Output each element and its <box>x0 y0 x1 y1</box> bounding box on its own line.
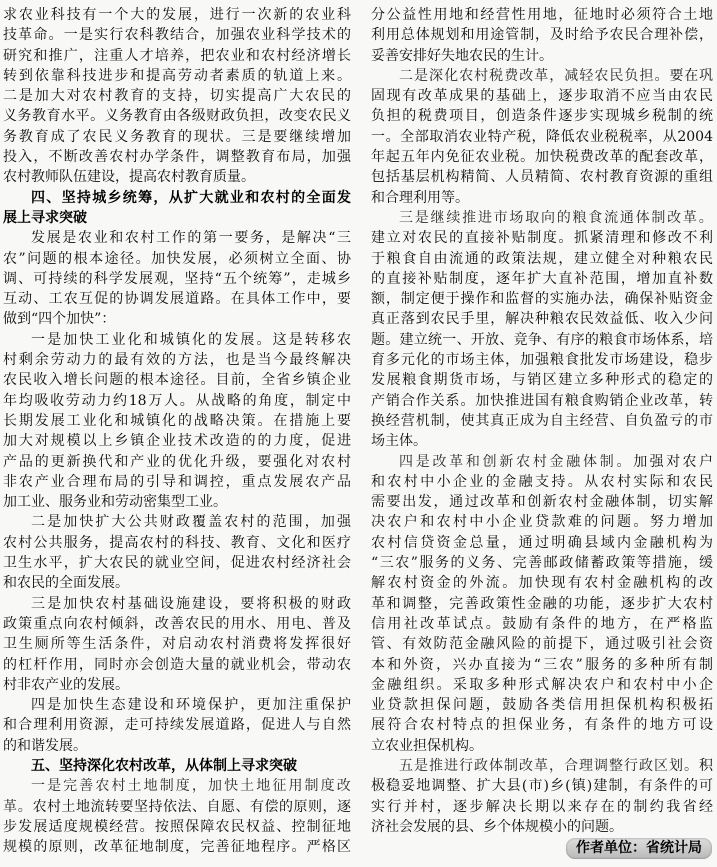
text-line <box>371 452 713 472</box>
text-line: 卫生水平，扩大农民的就业空间，促进农村经济社会 <box>3 555 351 572</box>
text-line: 育多元化的市场主体，加强粮食批发市场建设，稳步 <box>371 352 713 369</box>
text-line: 的直接补贴制度，逐年扩大直补范围，增加直补数 <box>371 270 713 287</box>
text-line: 发展是农业和农村工作的第一要务，是解决“三 <box>31 230 351 247</box>
text-line: 务教育成了农民义务教育的现状。三是要继续增加 <box>3 128 351 145</box>
text-line: 额，制定便于操作和监督的实施办法，确保补贴资金 <box>371 291 713 308</box>
text-line: 产品的更新换代和产业的优化升级，要强化对农村 <box>3 453 351 470</box>
text-line: 年均吸收劳动力约18万人。从战略的角度，制定中 <box>3 392 351 409</box>
paragraph <box>371 452 713 756</box>
text-line: 分公益性用地和经营性用地，征地时必须符合土地 <box>371 7 713 23</box>
paragraph <box>371 208 713 452</box>
text-line: 利用总体规划和用途管制，及时给予农民合理补偿， <box>371 27 713 44</box>
text-line: 包括基层机构精简、人员精简、农村教育资源的重组 <box>371 169 713 186</box>
text-line: 的杠杆作用，同时亦会创造大量的就业机会，带动农 <box>3 656 351 673</box>
text-line: 一是加快工业化和城镇化的发展。这是转移农 <box>31 331 351 348</box>
text-run: 加强对农户 <box>633 453 713 470</box>
text-line <box>371 66 713 86</box>
text-line: 求农业科技有一个大的发展，进行一次新的农业科 <box>3 7 351 23</box>
text-line: 步发展适度规模经营。按照保障农民权益、控制征地 <box>3 818 351 835</box>
text-line: 加大对规模以上乡镇企业技术改造的的力度，促进 <box>3 433 351 450</box>
paragraph <box>3 512 351 593</box>
text-line: 建立对农民的直接补贴制度。抓紧清理和修改不利 <box>371 230 713 247</box>
text-line: 一。全部取消农业特产税，降低农业税税率，从2004 <box>371 128 713 145</box>
text-line: 展符合农村特点的担保业务，有条件的地方可设 <box>371 717 713 734</box>
heading-line: 展上寻求突破 <box>3 209 87 226</box>
text-line: 二是加大对农村教育的支持，切实提高广大农民的 <box>3 88 351 105</box>
paragraph <box>3 228 351 329</box>
text-line: 决农户和农村中小企业贷款难的问题。努力增加 <box>371 514 713 531</box>
text-line: 政策重点向农村倾斜，改善农民的用水、用电、普及 <box>3 615 351 632</box>
text-line: 四是加快生态建设和环境保护，更加注重保护 <box>31 697 351 714</box>
text-line: 农村公共服务，提高农村的科技、教育、文化和医疗 <box>3 534 351 551</box>
text-line: 革和调整，完善政策性金融的功能，逐步扩大农村 <box>371 595 713 612</box>
text-line: 卫生厕所等生活条件，对启动农村消费将发挥很好 <box>3 636 351 653</box>
text-line: “三农”服务的义务、完善邮政储蓄政策等措施，缓 <box>371 555 713 572</box>
text-line: 真正落到农民手里，解决种粮农民效益低、收入少问 <box>371 311 713 328</box>
text-line: 农”问题的根本途径。加快发展，必须树立全面、协 <box>3 250 351 267</box>
text-line: 本和外资，兴办直接为“三农”服务的多种所有制 <box>371 656 713 673</box>
text-line: 三是加快农村基础设施建设，要将积极的财政 <box>31 595 351 612</box>
subsection-lead: 二是深化农村税费改革，减轻农民负担。 <box>399 67 670 84</box>
right-column <box>371 5 713 837</box>
text-line: 义务教育水平。义务教育由各级财政负担，改变农民义 <box>3 108 351 125</box>
text-line: 业贷款担保问题，鼓励各类信用担保机构积极拓 <box>371 697 713 714</box>
text-line: 信用社改革试点。鼓励有条件的地方，在严格监 <box>371 615 713 632</box>
text-line <box>3 797 351 817</box>
text-line: 转到依靠科技进步和提高劳动者素质的轨道上来。 <box>3 67 351 84</box>
text-line: 和农村中小企业的金融支持。从农村实际和农民 <box>371 473 713 490</box>
author-affiliation-badge: 作者单位：省统计局 <box>566 838 712 859</box>
text-line: 长期发展工业化和城镇化的战略决策。在措施上要 <box>3 412 351 429</box>
text-run: 要在巩 <box>669 67 713 84</box>
text-line: 年起五年内免征农业税。加快税费改革的配套改革， <box>371 149 713 166</box>
subsection-lead: 四是改革和创新农村金融体制。 <box>399 453 634 470</box>
paragraph <box>3 594 351 695</box>
text-line: 加工业、服务业和劳动密集型工业。 <box>3 494 227 511</box>
section-heading <box>3 188 351 229</box>
paragraph <box>3 776 351 857</box>
text-line: 于粮食自由流通的政策法规，建立健全对种粮农民 <box>371 250 713 267</box>
heading-line: 五、坚持深化农村改革，从体制上寻求突破 <box>31 757 297 774</box>
text-line: 妥善安排好失地农民的生计。 <box>371 47 553 64</box>
text-line: 解农村资金的外流。加快现有农村金融机构的改 <box>371 575 713 592</box>
text-line: 的和谐发展。 <box>3 737 87 754</box>
text-line: 和合理利用资源，走可持续发展道路，促进人与自然 <box>3 717 351 734</box>
text-line: 产销合作关系。加快推进国有粮食购销企业改革，转 <box>371 392 713 409</box>
text-line: 二是加快扩大公共财政覆盖农村的范围，加强 <box>31 514 351 531</box>
text-line: 场主体。 <box>371 433 427 450</box>
text-line: 农村教师队伍建设，提高农村教育质量。 <box>3 169 255 186</box>
text-line: 立农业担保机构。 <box>371 737 483 754</box>
text-line: 换经营机制，使其真正成为自主经营、自负盈亏的市 <box>371 412 713 429</box>
subsection-lead: 三是继续推进市场取向的粮食流通体制改革。 <box>399 209 713 226</box>
subsection-lead: 革。 <box>3 798 33 815</box>
paragraph <box>3 695 351 756</box>
section-heading <box>3 756 351 776</box>
text-line <box>371 756 713 776</box>
text-line: 村非农产业的发展。 <box>3 676 129 693</box>
text-line: 固现有改革成果的基础上，逐步取消不应当由农民 <box>371 88 713 105</box>
text-line: 调、可持续的科学发展观，坚持“五个统筹”，走城乡 <box>3 270 351 287</box>
text-line: 需要出发，通过改革和创新农村金融体制，切实解 <box>371 494 713 511</box>
text-run: 积 <box>699 757 713 774</box>
text-line: 实行并村，逐步解决长期以来存在的制约我省经 <box>371 798 713 815</box>
text-line <box>3 776 351 796</box>
paragraph <box>3 5 351 188</box>
text-line: 村剩余劳动力的最有效的方法，也是当今最终解决 <box>3 352 351 369</box>
text-line: 负担的税费项目，创造条件逐步实现城乡税制的统 <box>371 108 713 125</box>
text-line: 农村信贷资金总量，通过明确县域内金融机构为 <box>371 534 713 551</box>
text-line: 互动、工农互促的协调发展道路。在具体工作中，要 <box>3 291 351 308</box>
text-line: 济社会发展的县、乡个体规模小的问题。 <box>371 818 623 835</box>
paragraph <box>3 330 351 513</box>
text-line: 题。建立统一、开放、竞争、有序的粮食市场体系，培 <box>371 331 713 348</box>
text-line: 发展粮食期货市场，与销区建立多种形式的稳定的 <box>371 372 713 389</box>
left-column <box>3 5 351 857</box>
text-line: 农民收入增长问题的根本途径。目前，全省乡镇企业 <box>3 372 351 389</box>
text-line: 金融组织。采取多种形式解决农户和农村中小企 <box>371 676 713 693</box>
text-line: 研究和推广，注重人才培养，把农业和农村经济增长 <box>3 47 351 64</box>
paragraph <box>371 5 713 66</box>
text-line: 管、有效防范金融风险的前提下，通过吸引社会资 <box>371 636 713 653</box>
subsection-lead: 五是推进行政体制改革，合理调整行政区划。 <box>399 757 699 774</box>
text-line: 极稳妥地调整、扩大县(市)乡(镇)建制，有条件的可 <box>371 778 713 795</box>
text-line <box>371 208 713 228</box>
text-line: 非农产业合理布局的引导和调控，重点发展农产品 <box>3 473 351 490</box>
text-line: 和合理利用等。 <box>371 189 469 206</box>
text-line: 投入，不断改善农村办学条件，调整教育布局，加强 <box>3 149 351 166</box>
text-run: 农村土地流转要坚持依法、自愿、有偿的原则，逐 <box>32 798 352 815</box>
paragraph <box>371 756 713 837</box>
text-line: 和农民的全面发展。 <box>3 575 129 592</box>
subsection-lead: 一是完善农村土地制度，加快土地征用制度改 <box>31 778 351 795</box>
text-line: 做到“四个加快”： <box>3 311 116 328</box>
text-line: 规模的原则，改革征地制度，完善征地程序。严格区 <box>3 839 351 856</box>
paragraph <box>371 66 713 208</box>
heading-line: 四、坚持城乡统筹，从扩大就业和农村的全面发 <box>31 189 351 206</box>
text-line: 技革命。一是实行农科教结合，加强农业科学技术的 <box>3 27 351 44</box>
